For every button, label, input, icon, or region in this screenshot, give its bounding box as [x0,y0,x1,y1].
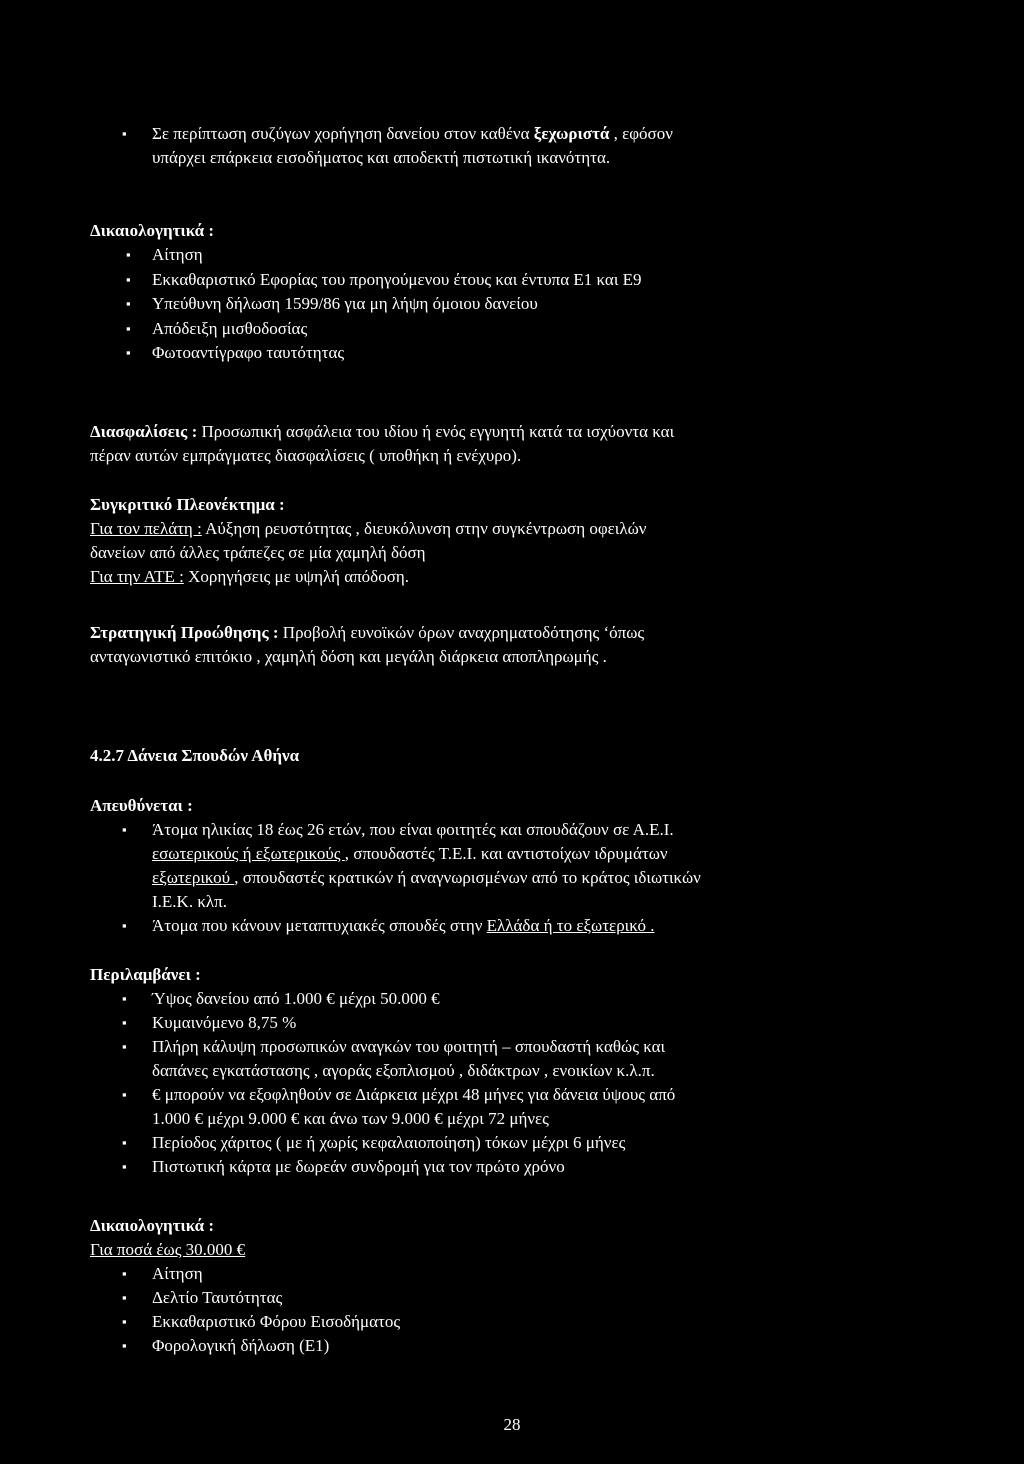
audience-section [90,794,860,938]
bullet-icon: ▪ [122,1266,127,1281]
bullet-icon: ▪ [122,1159,127,1174]
advantage-title: Συγκριτικό Πλεονέκτημα : [90,495,285,514]
client-text-2: δανείων από άλλες τράπεζες σε μία χαμηλή δόση [90,543,426,562]
ate-label: Για την ΑΤΕ : [90,567,184,586]
list-item: ▪ Απόδειξη μισθοδοσίας [90,317,850,342]
insurance-label: Διασφαλίσεις : [90,422,198,441]
documents-section-1 [90,219,850,366]
section-title: Δάνεια Σπουδών Αθήνα [127,746,300,765]
bullet-icon: ▪ [126,247,131,262]
bullet-icon: ▪ [122,1290,127,1305]
strategy-paragraph [90,621,860,669]
list-item: ▪ Περίοδος χάριτος ( με ή χωρίς κεφαλαιοποίηση) τόκων μέχρι 6 μήνες [90,1131,860,1155]
bullet-icon: ▪ [122,126,127,141]
insurance-paragraph [90,420,880,468]
bullet-icon: ▪ [122,1015,127,1030]
bullet-icon: ▪ [122,1135,127,1150]
includes-title: Περιλαμβάνει : [90,965,201,984]
documents-title-2: Δικαιολογητικά : [90,1216,215,1235]
documents-section-2 [90,1214,850,1358]
list-item: ▪ Άτομα ηλικίας 18 έως 26 ετών, που είναι φοιτητές και σπουδάζουν σε Α.Ε.Ι. εσωτερικούς ή εξωτερικούς , σπουδαστές Τ.Ε.Ι. και αντιστοίχων ιδρυμάτων εξωτερικού , σπουδαστές κρατικών ή αναγνωρισμένων από το κράτος ιδιωτικών Ι.Ε.Κ. κλπ. [122,820,701,911]
insurance-text-2: πέραν αυτών εμπράγματες διασφαλίσεις ( υποθήκη ή ενέχυρο). [90,446,522,465]
documents-subtitle-2: Για ποσά έως 30.000 € [90,1240,246,1259]
bullet-icon: ▪ [122,1087,127,1102]
bullet-icon: ▪ [122,991,127,1006]
documents-title-1: Δικαιολογητικά : [90,221,215,240]
spouses-text-1: Σε περίπτωση συζύγων χορήγηση δανείου στον καθένα [152,124,534,143]
strategy-text-1: Προβολή ευνοϊκών όρων αναχρηματοδότησης ‘όπως [278,623,645,642]
list-item: ▪ € μπορούν να εξοφληθούν σε Διάρκεια μέχρι 48 μήνες για δάνεια ύψους από 1.000 € μέχρι 9.000 € και άνω των 9.000 € μέχρι 72 μήνες [122,1085,676,1128]
spouses-text-2: , εφόσον [609,124,673,143]
list-item: ▪ Υπεύθυνη δήλωση 1599/86 για μη λήψη όμοιου δανείου [90,292,850,317]
client-label: Για τον πελάτη : [90,519,202,538]
audience-title: Απευθύνεται : [90,796,193,815]
list-item: ▪ Δελτίο Ταυτότητας [90,1286,850,1310]
spouses-text-line2: υπάρχει επάρκεια εισοδήματος και αποδεκτή πιστωτική ικανότητα. [152,148,611,167]
list-item: ▪ Κυμαινόμενο 8,75 % [90,1011,860,1035]
bullet-icon: ▪ [122,1039,127,1054]
list-item: ▪ Πλήρη κάλυψη προσωπικών αναγκών του φοιτητή – σπουδαστή καθώς και δαπάνες εγκατάστασης , αγοράς εξοπλισμού , διδάκτρων , ενοικίων κ.λ.π. [122,1037,666,1080]
advantage-section [90,493,860,589]
list-item: ▪ Εκκαθαριστικό Φόρου Εισοδήματος [90,1310,850,1334]
bullet-icon: ▪ [126,296,131,311]
bullet-icon: ▪ [122,918,127,933]
ate-text: Χορηγήσεις με υψηλή απόδοση. [183,567,409,586]
includes-section [90,963,860,1179]
list-item [90,122,860,146]
bullet-icon: ▪ [122,822,127,837]
list-item: ▪ Εκκαθαριστικό Εφορίας του προηγούμενου έτους και έντυπα Ε1 και Ε9 [90,268,850,293]
list-item: ▪ Αίτηση [90,243,850,268]
spouses-paragraph [90,122,860,170]
bullet-icon: ▪ [126,320,131,336]
separately-bold: ξεχωριστά [533,124,610,143]
bullet-icon: ▪ [122,1338,127,1353]
strategy-text-2: ανταγωνιστικό επιτόκιο , χαμηλή δόση και μεγάλη διάρκεια αποπληρωμής . [90,647,607,666]
client-text-1: Αύξηση ρευστότητας , διευκόλυνση στην συγκέντρωση οφειλών [201,519,647,538]
list-item: ▪ Φωτοαντίγραφο ταυτότητας [90,341,850,366]
documents-list-1 [90,243,850,366]
insurance-text-1: Προσωπική ασφάλεια του ιδίου ή ενός εγγυητή κατά τα ισχύοντα και [197,422,675,441]
section-heading [90,744,850,768]
list-item: ▪ Άτομα που κάνουν μεταπτυχιακές σπουδές στην Ελλάδα ή το εξωτερικό . [90,914,860,938]
page-number: 28 [503,1415,521,1434]
bullet-icon: ▪ [126,271,131,287]
list-item: ▪ Ύψος δανείου από 1.000 € μέχρι 50.000 € [90,987,860,1011]
section-number: 4.2.7 [90,746,128,765]
bullet-icon: ▪ [126,345,131,360]
list-item: ▪ Φορολογική δήλωση (Ε1) [90,1334,850,1358]
strategy-label: Στρατηγική Προώθησης : [90,623,279,642]
list-item: ▪ Πιστωτική κάρτα με δωρεάν συνδρομή για τον πρώτο χρόνο [90,1155,860,1179]
list-item: ▪ Αίτηση [90,1262,850,1286]
bullet-icon: ▪ [122,1314,127,1329]
